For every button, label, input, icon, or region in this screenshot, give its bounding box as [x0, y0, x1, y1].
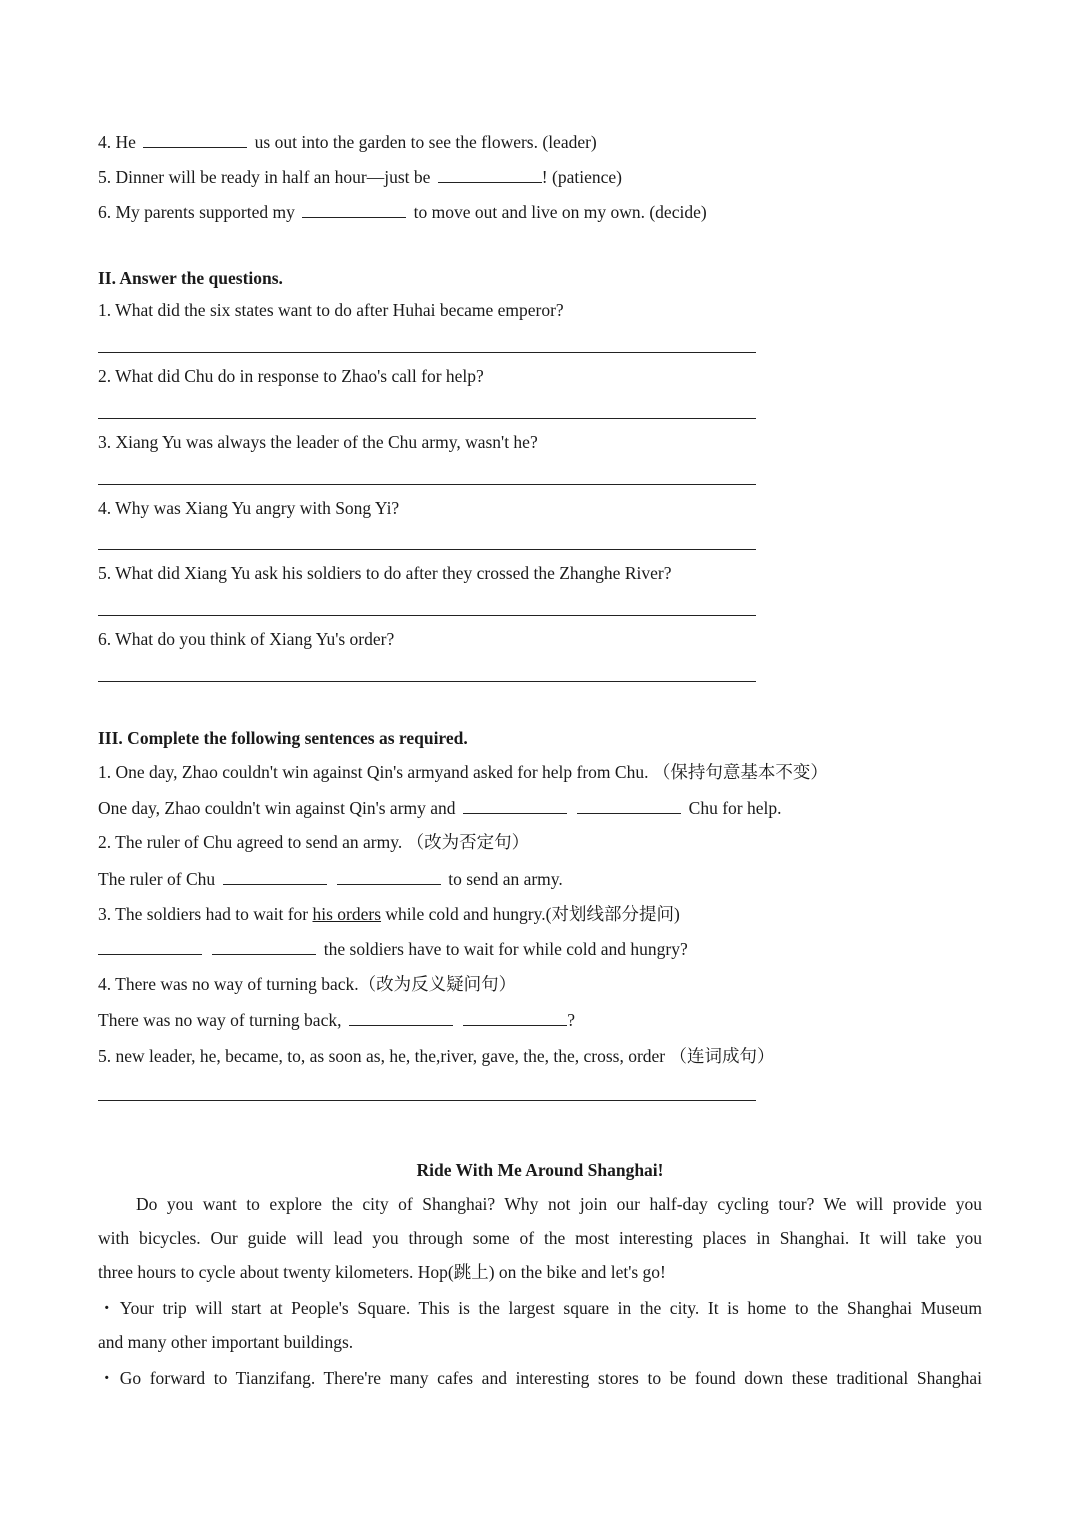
transform-prompt-3 — [98, 903, 680, 925]
prompt-text-after: while cold and hungry.(对划线部分提问) — [385, 904, 680, 924]
paragraph-line: ・Go forward to Tianzifang. There're many cafes and interesting stores to be found down these traditional Shanghai — [98, 1368, 982, 1388]
answer-text-after: ? — [567, 1010, 575, 1030]
paragraph-line: three hours to cycle about twenty kilometers. Hop(跳上) on the bike and let's go! — [98, 1262, 666, 1282]
transform-answer-2 — [98, 868, 563, 890]
transform-prompt-2: 2. The ruler of Chu agreed to send an army. （改为否定句） — [98, 832, 530, 852]
reading-paragraph-1 — [98, 1187, 982, 1289]
answer-line-3[interactable] — [98, 484, 756, 485]
blank[interactable] — [302, 201, 406, 218]
transform-prompt-5: 5. new leader, he, became, to, as soon as, he, the,river, gave, the, the, cross, order （连词成句） — [98, 1046, 775, 1066]
question-1: 1. What did the six states want to do after Huhai became emperor? — [98, 300, 564, 320]
paragraph-line: Do you want to explore the city of Shanghai? Why not join our half-day cycling tour? We will provide you — [136, 1194, 982, 1214]
exercise-item-5 — [98, 166, 622, 188]
paragraph-line: with bicycles. Our guide will lead you through some of the most interesting places in Shanghai. It will take you — [98, 1228, 982, 1248]
blank[interactable] — [223, 868, 327, 885]
answer-text-before: One day, Zhao couldn't win against Qin's army and — [98, 798, 456, 818]
transform-answer-1 — [98, 797, 782, 819]
paragraph-line: ・Your trip will start at People's Square. This is the largest square in the city. It is home to the Shanghai Museum — [98, 1298, 982, 1318]
item-text-after: us out into the garden to see the flowers. (leader) — [254, 132, 597, 152]
blank[interactable] — [463, 1009, 567, 1026]
question-2: 2. What did Chu do in response to Zhao's call for help? — [98, 366, 484, 386]
blank[interactable] — [438, 166, 542, 183]
underlined-phrase: his orders — [312, 904, 382, 924]
item-text-before: 4. He — [98, 132, 136, 152]
paragraph-line: and many other important buildings. — [98, 1332, 354, 1352]
transform-prompt-1: 1. One day, Zhao couldn't win against Qin's armyand asked for help from Chu. （保持句意基本不变） — [98, 762, 828, 782]
section-heading-2: II. Answer the questions. — [98, 268, 283, 288]
answer-line-6[interactable] — [98, 681, 756, 682]
answer-line-2[interactable] — [98, 418, 756, 419]
exercise-item-4 — [98, 131, 597, 153]
section-heading-3: III. Complete the following sentences as required. — [98, 728, 468, 748]
question-6: 6. What do you think of Xiang Yu's order? — [98, 629, 395, 649]
transform-answer-3 — [98, 938, 688, 960]
item-text-before: 5. Dinner will be ready in half an hour—just be — [98, 167, 431, 187]
blank[interactable] — [143, 131, 247, 148]
item-text-before: 6. My parents supported my — [98, 202, 295, 222]
blank[interactable] — [577, 797, 681, 814]
item-text-after: ! (patience) — [541, 167, 622, 187]
answer-line-4[interactable] — [98, 549, 756, 550]
answer-text-before: There was no way of turning back, — [98, 1010, 342, 1030]
answer-line-7[interactable] — [98, 1100, 756, 1101]
prompt-text-before: 3. The soldiers had to wait for — [98, 904, 309, 924]
reading-paragraph-2 — [98, 1291, 982, 1359]
blank[interactable] — [337, 868, 441, 885]
answer-text-after: to send an army. — [448, 869, 563, 889]
question-5: 5. What did Xiang Yu ask his soldiers to do after they crossed the Zhanghe River? — [98, 563, 672, 583]
blank[interactable] — [349, 1009, 453, 1026]
blank[interactable] — [463, 797, 567, 814]
answer-line-5[interactable] — [98, 615, 756, 616]
answer-text-after: Chu for help. — [688, 798, 782, 818]
exercise-item-6 — [98, 201, 707, 223]
question-3: 3. Xiang Yu was always the leader of the Chu army, wasn't he? — [98, 432, 538, 452]
blank[interactable] — [212, 938, 316, 955]
reading-title: Ride With Me Around Shanghai! — [416, 1160, 664, 1180]
answer-text-after: the soldiers have to wait for while cold and hungry? — [323, 939, 688, 959]
answer-line-1[interactable] — [98, 352, 756, 353]
reading-paragraph-3 — [98, 1361, 982, 1395]
blank[interactable] — [98, 938, 202, 955]
answer-text-before: The ruler of Chu — [98, 869, 216, 889]
transform-prompt-4: 4. There was no way of turning back.（改为反义疑问句） — [98, 974, 517, 994]
item-text-after: to move out and live on my own. (decide) — [413, 202, 707, 222]
transform-answer-4 — [98, 1009, 575, 1031]
question-4: 4. Why was Xiang Yu angry with Song Yi? — [98, 498, 400, 518]
